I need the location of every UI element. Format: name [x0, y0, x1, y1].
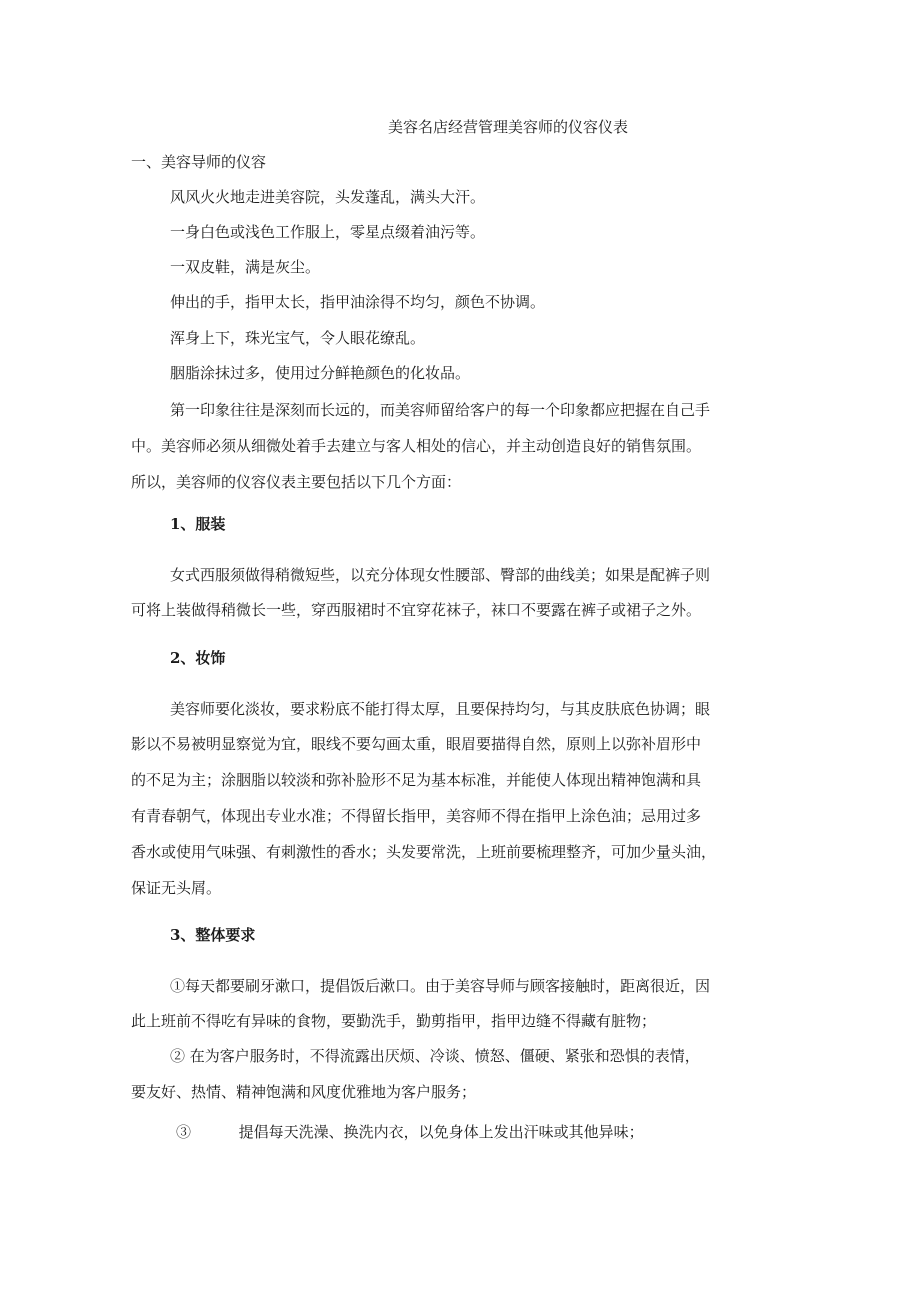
heading-overall: 3、整体要求: [170, 926, 256, 944]
list-item: 一身白色或浅色工作服上，零星点缀着油污等。: [170, 223, 486, 241]
list-item: 伸出的手，指甲太长，指甲油涂得不均匀，颜色不协调。: [170, 293, 546, 311]
document-title: 美容名店经营管理美容师的仪容仪表: [388, 118, 629, 136]
paragraph-line: 美容师要化淡妆，要求粉底不能打得太厚，且要保持均匀，与其皮肤底色协调；眼: [170, 700, 711, 718]
paragraph-line: 保证无头屑。: [131, 879, 222, 897]
paragraph-line: 的不足为主；涂胭脂以较淡和弥补脸形不足为基本标准，并能使人体现出精神饱满和具: [131, 771, 702, 789]
intro-line: 中。美容师必须从细微处着手去建立与客人相处的信心，并主动创造良好的销售氛围。: [131, 437, 702, 455]
paragraph-line: ①每天都要刷牙漱口，提倡饭后漱口。由于美容导师与顾客接触时，距离很近，因: [170, 977, 711, 995]
paragraph-line: 女式西服须做得稍微短些，以充分体现女性腰部、臀部的曲线美；如果是配裤子则: [170, 566, 711, 584]
paragraph-line: 可将上装做得稍微长一些，穿西服裙时不宜穿花袜子，袜口不要露在裤子或裙子之外。: [131, 601, 702, 619]
list-item: 胭脂涂抹过多，使用过分鲜艳颜色的化妆品。: [170, 364, 471, 382]
paragraph-line: 有青春朝气，体现出专业水准；不得留长指甲，美容师不得在指甲上涂色油；忌用过多: [131, 807, 702, 825]
intro-line: 第一印象往往是深刻而长远的，而美容师留给客户的每一个印象都应把握在自己手: [170, 401, 711, 419]
paragraph-line: 此上班前不得吃有异味的食物，要勤洗手，勤剪指甲，指甲边缝不得藏有脏物；: [131, 1012, 657, 1030]
paragraph-line: ② 在为客户服务时，不得流露出厌烦、冷谈、愤怒、僵硬、紧张和恐惧的表情，: [170, 1047, 700, 1065]
paragraph-line: 影以不易被明显察觉为宜，眼线不要勾画太重，眼眉要描得自然，原则上以弥补眉形中: [131, 735, 702, 753]
heading-clothing: 1、服装: [170, 515, 226, 533]
list-item: 一双皮鞋，满是灰尘。: [170, 258, 321, 276]
list-item: 浑身上下，珠光宝气，令人眼花缭乱。: [170, 329, 426, 347]
list-item: 风风火火地走进美容院，头发蓬乱，满头大汗。: [170, 188, 486, 206]
paragraph-line: ③ 提倡每天洗澡、换洗内衣，以免身体上发出汗味或其他异味；: [176, 1123, 644, 1141]
section-heading: 一、美容导师的仪容: [131, 153, 267, 171]
paragraph-line: 要友好、热情、精神饱满和风度优雅地为客户服务；: [131, 1083, 477, 1101]
intro-line: 所以，美容师的仪容仪表主要包括以下几个方面：: [131, 473, 462, 491]
heading-makeup: 2、妆饰: [170, 649, 226, 667]
paragraph-line: 香水或使用气味强、有刺激性的香水；头发要常洗，上班前要梳理整齐，可加少量头油，: [131, 843, 717, 861]
